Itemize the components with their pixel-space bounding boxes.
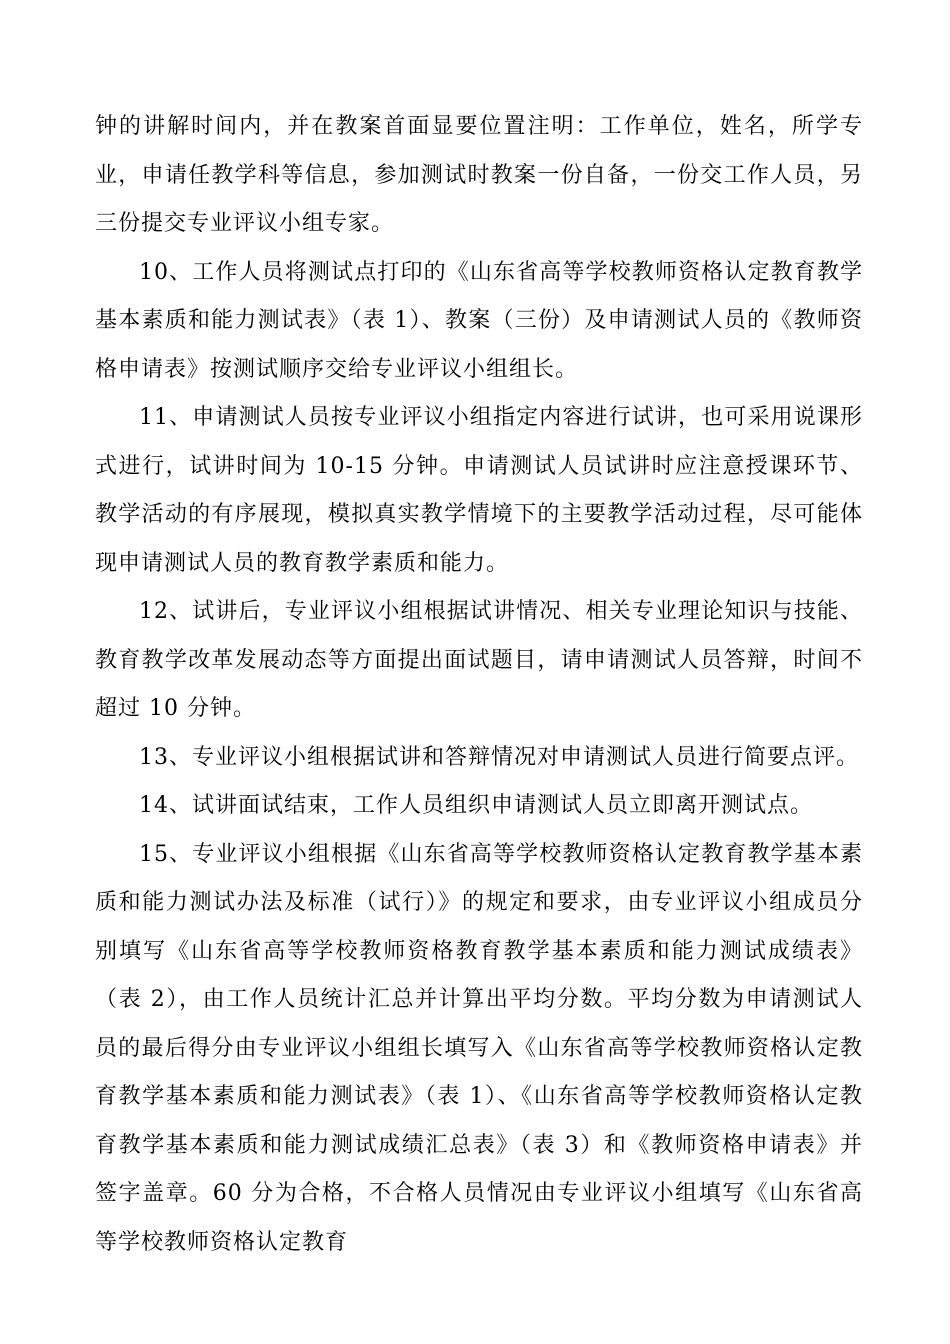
paragraph-item-12: 12、试讲后，专业评议小组根据试讲情况、相关专业理论知识与技能、教育教学改革发展动态等方面提出面试题目，请申请测试人员答辩，时间不超过 10 分钟。: [95, 599, 863, 721]
paragraph-item-14: 14、试讲面试结束，工作人员组织申请测试人员立即离开测试点。: [139, 793, 813, 818]
paragraph-item-10: 10、工作人员将测试点打印的《山东省高等学校教师资格认定教育教学基本素质和能力测试表》（表 1）、教案（三份）及申请测试人员的《教师资格申请表》按测试顺序交给专业评议小组组长。: [95, 259, 863, 382]
paragraph-item-13: 13、专业评议小组根据试讲和答辩情况对申请测试人员进行简要点评。: [139, 744, 859, 770]
paragraph-item-11: 11、申请测试人员按专业评议小组指定内容进行试讲，也可采用说课形式进行，试讲时间为 10-15 分钟。申请测试人员试讲时应注意授课环节、教学活动的有序展现，模拟真实教学情境下的主要教学活动过程，尽可能体现申请测试人员的教育教学素质和能力。: [95, 405, 863, 576]
paragraph-item-15: 15、专业评议小组根据《山东省高等学校教师资格认定教育教学基本素质和能力测试办法及标准（试行）》的规定和要求，由专业评议小组成员分别填写《山东省高等学校教师资格教育教学基本素质和能力测试成绩表》（表 2），由工作人员统计汇总并计算出平均分数。平均分数为申请测试人员的最后得分由专业评议小组组长填写入《山东省高等学校教师资格认定教育教学基本素质和能力测试表》（表 1）、《山东省高等学校教师资格认定教育教学基本素质和能力测试成绩汇总表》（表 3）和《教师资格申请表》并签字盖章。60 分为合格，不合格人员情况由专业评议小组填写《山东省高等学校教师资格认定教育: [95, 841, 863, 1255]
paragraph-continuation: 钟的讲解时间内，并在教案首面显要位置注明：工作单位，姓名，所学专业，申请任教学科等信息，参加测试时教案一份自备，一份交工作人员，另三份提交专业评议小组专家。: [95, 114, 863, 236]
document-body: [95, 103, 863, 1267]
